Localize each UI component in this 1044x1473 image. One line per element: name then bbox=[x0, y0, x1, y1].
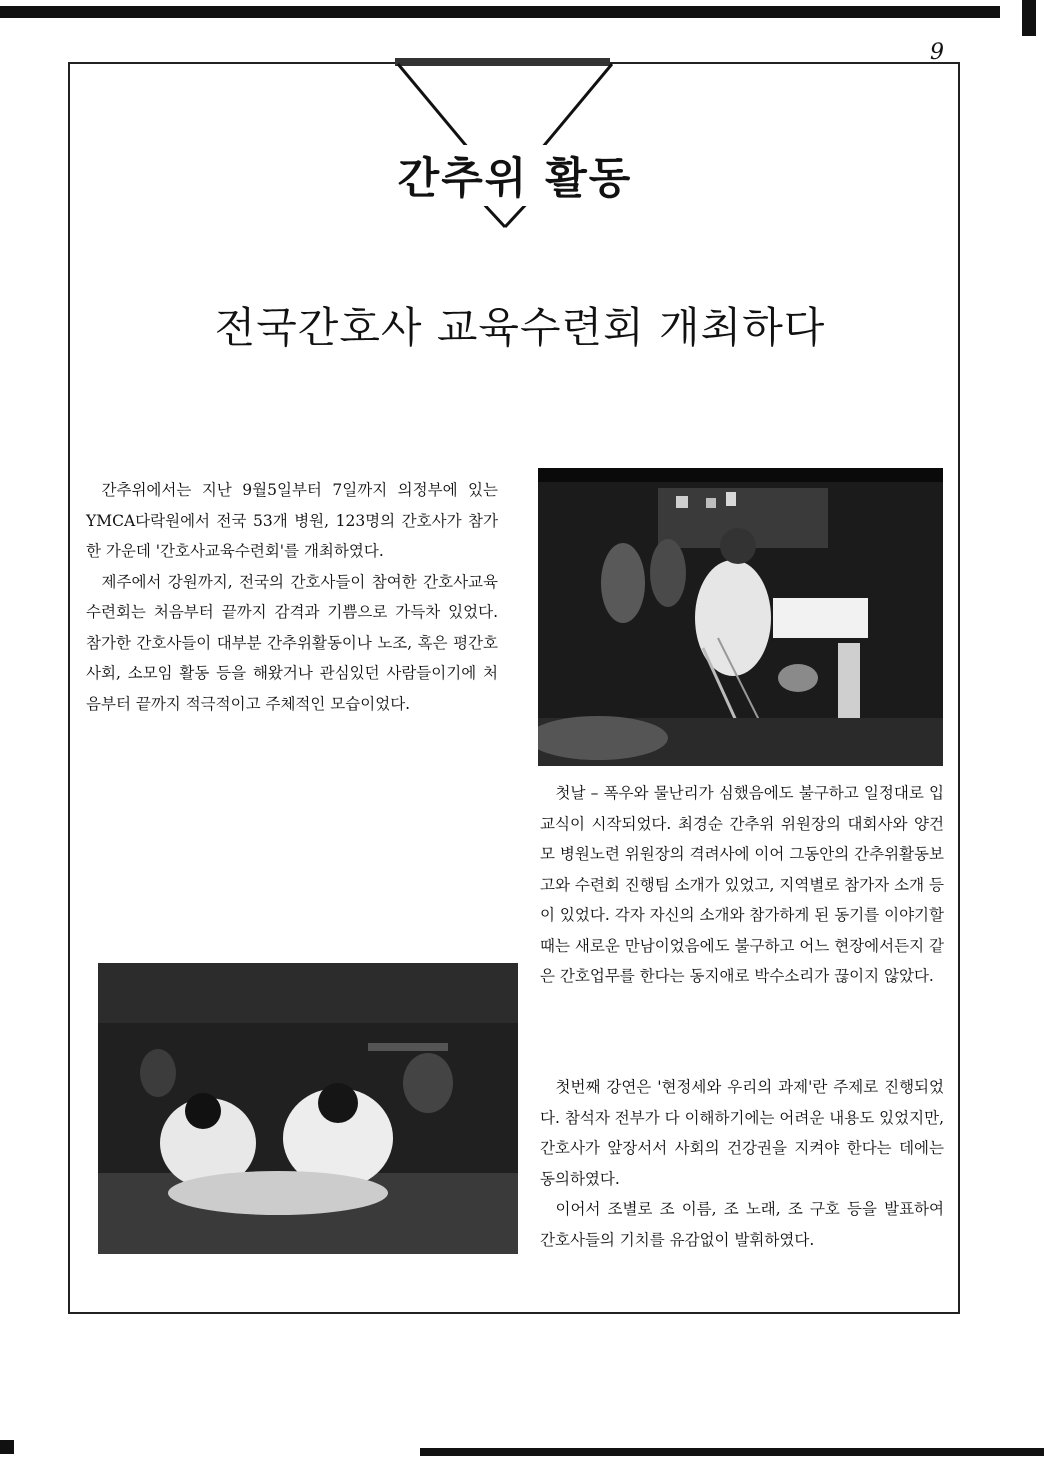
frame-top-line bbox=[610, 62, 960, 64]
paragraph: 이어서 조별로 조 이름, 조 노래, 조 구호 등을 발표하여 간호사들의 기치를 유감없이 발휘하였다. bbox=[540, 1200, 944, 1249]
scan-edge-right bbox=[1022, 0, 1036, 36]
paragraph: 제주에서 강원까지, 전국의 간호사들이 참여한 간호사교육수련회는 처음부터 끝까지 감격과 기쁨으로 가득차 있었다. 참가한 간호사들이 대부분 간추위활동이나 노조, 혹은 평간호사회, 소모임 활동 등을 해왔거나 관심있던 사람들이기에 처음부터 끝까지 적극적이고 주체적인 모습이었다. bbox=[86, 572, 498, 713]
article-title: 전국간호사 교육수련회 개최하다 bbox=[214, 303, 826, 352]
scan-mark bbox=[0, 1440, 14, 1454]
scan-edge-bottom bbox=[420, 1448, 1044, 1456]
page-number: 9 bbox=[930, 40, 944, 65]
article-body-left bbox=[86, 475, 498, 719]
article-body-right-top bbox=[540, 778, 944, 992]
article-body-right-bottom bbox=[540, 1072, 944, 1255]
paragraph: 첫날 – 폭우와 물난리가 심했음에도 불구하고 일정대로 입교식이 시작되었다. 최경순 간추위 위원장의 대회사와 양건모 병원노련 위원장의 격려사에 이어 그동안의 간추위활동보고와 수련회 진행팀 소개가 있었고, 지역별로 참가자 소개 등이 있었다. 각자 자신의 소개와 참가하게 된 동기를 이야기할 때는 새로운 만남이었음에도 불구하고 어느 현장에서든지 같은 간호업무를 한다는 동지애로 박수소리가 끊이지 않았다. bbox=[540, 784, 944, 985]
scan-edge-top bbox=[0, 6, 1000, 18]
paragraph: 첫번째 강연은 '현정세와 우리의 과제'란 주제로 진행되었다. 참석자 전부가 다 이해하기에는 어려운 내용도 있었지만, 간호사가 앞장서서 사회의 건강권을 지켜야 한다는 데에는 동의하였다. bbox=[540, 1078, 944, 1188]
paragraph: 간추위에서는 지난 9월5일부터 7일까지 의정부에 있는 YMCA다락원에서 전국 53개 병원, 123명의 간호사가 참가한 가운데 '간호사교육수련회'를 개최하였다. bbox=[86, 481, 498, 560]
photo-group-session bbox=[98, 963, 518, 1254]
frame-top-line bbox=[68, 62, 395, 64]
photo-opening-ceremony bbox=[538, 468, 943, 766]
section-title: 간추위 활동 bbox=[390, 145, 640, 206]
